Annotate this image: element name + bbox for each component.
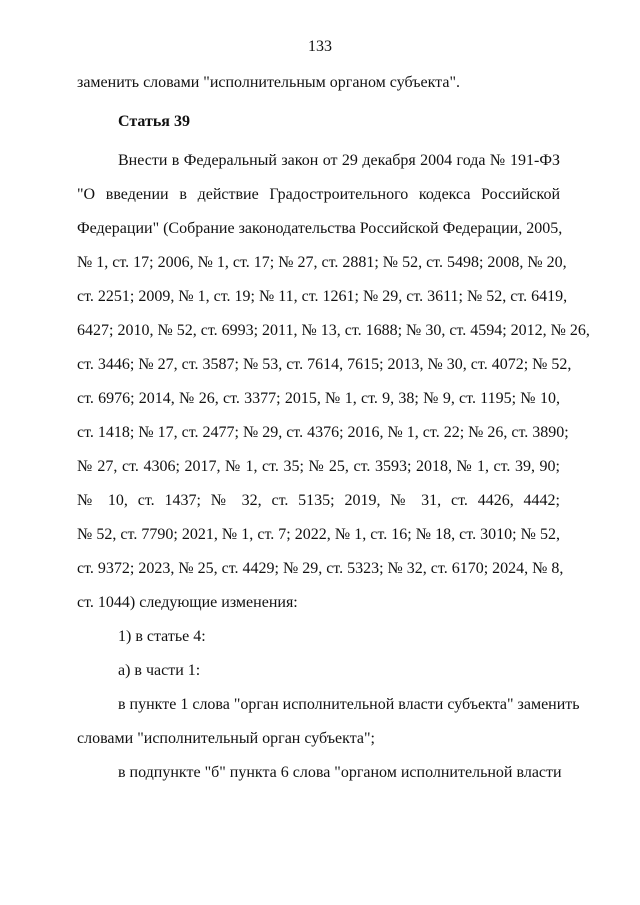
paragraph-line: ст. 1418; № 17, ст. 2477; № 29, ст. 4376; 2016, № 1, ст. 22; № 26, ст. 3890; — [77, 424, 569, 441]
article-paragraph — [77, 152, 590, 612]
paragraph-line: ст. 3446; № 27, ст. 3587; № 53, ст. 7614, 7615; 2013, № 30, ст. 4072; № 52, — [77, 356, 572, 373]
subpoint-b-line: в подпункте "б" пункта 6 слова "органом исполнительной власти — [118, 764, 562, 781]
paragraph-line: № 52, ст. 7790; 2021, № 1, ст. 7; 2022, № 1, ст. 16; № 18, ст. 3010; № 52, — [77, 526, 560, 543]
item-1: 1) в статье 4: — [118, 628, 206, 645]
paragraph-line: ст. 1044) следующие изменения: — [77, 594, 298, 611]
paragraph-line: № 1, ст. 17; 2006, № 1, ст. 17; № 27, ст. 2881; № 52, ст. 5498; 2008, № 20, — [77, 254, 567, 271]
paragraph-line: Внести в Федеральный закон от 29 декабря 2004 года № 191-ФЗ — [118, 152, 560, 169]
paragraph-line: ст. 2251; 2009, № 1, ст. 19; № 11, ст. 1261; № 29, ст. 3611; № 52, ст. 6419, — [77, 288, 568, 305]
paragraph-line: № 27, ст. 4306; 2017, № 1, ст. 35; № 25, ст. 3593; 2018, № 1, ст. 39, 90; — [77, 458, 560, 475]
paragraph-line: 6427; 2010, № 52, ст. 6993; 2011, № 13, ст. 1688; № 30, ст. 4594; 2012, № 26, — [77, 322, 590, 339]
paragraph-line: Федерации" (Собрание законодательства Российской Федерации, 2005, — [77, 220, 563, 237]
continuation-line: заменить словами "исполнительным органом субъекта". — [77, 74, 460, 91]
point-1-line: словами "исполнительный орган субъекта"; — [77, 730, 375, 747]
paragraph-line: ст. 9372; 2023, № 25, ст. 4429; № 29, ст. 5323; № 32, ст. 6170; 2024, № 8, — [77, 560, 564, 577]
page-number: 133 — [308, 38, 332, 55]
paragraph-line: ст. 6976; 2014, № 26, ст. 3377; 2015, № 1, ст. 9, 38; № 9, ст. 1195; № 10, — [77, 390, 560, 407]
point-1-line: в пункте 1 слова "орган исполнительной власти субъекта" заменить — [118, 696, 580, 713]
article-heading: Статья 39 — [118, 113, 190, 130]
item-a: а) в части 1: — [118, 662, 201, 679]
paragraph-line: № 10, ст. 1437; № 32, ст. 5135; 2019, № 31, ст. 4426, 4442; — [77, 492, 560, 509]
point-1-paragraph — [77, 696, 580, 748]
document-body — [77, 74, 590, 782]
paragraph-line: "О введении в действие Градостроительного кодекса Российской — [77, 186, 560, 203]
